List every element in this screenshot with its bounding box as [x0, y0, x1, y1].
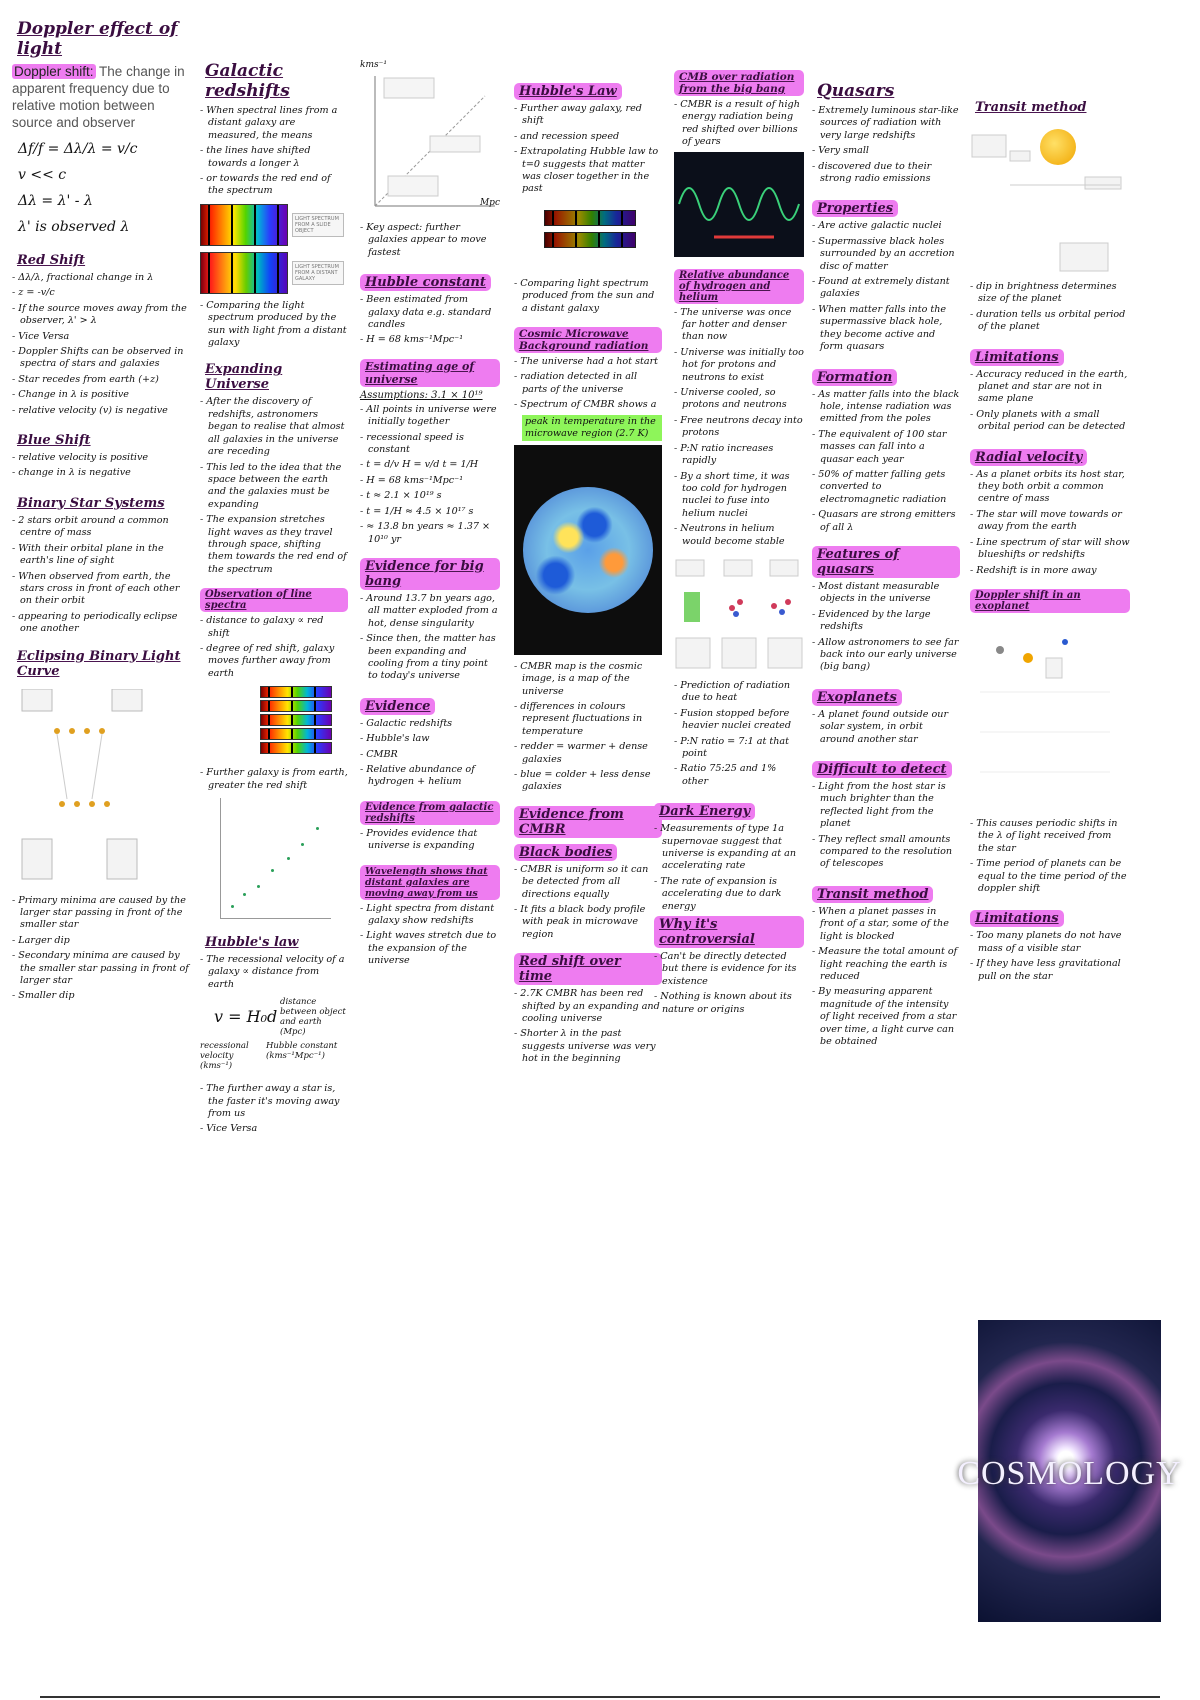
cmb-point: - radiation detected in all parts of the universe [522, 371, 662, 396]
wavelength-point: - Light waves stretch due to the expansion of the universe [368, 930, 500, 967]
page-bottom-rule [40, 1696, 1160, 1698]
formation-point: - As matter falls into the black hole, intense radiation was emitted from the poles [820, 389, 960, 426]
transit-section [812, 883, 960, 1048]
red-shift-point: - Δλ/λ, fractional change in λ [20, 272, 190, 284]
hubble-law-point: - The recessional velocity of a galaxy ∝ distance from earth [208, 954, 348, 991]
doppler-exoplanet-heading: Doppler shift in an exoplanet [970, 589, 1130, 613]
observed-lambda-note: λ' is observed λ [18, 219, 130, 235]
features-point: - Allow astronomers to see far back into our early universe (big bang) [820, 637, 960, 674]
exoplanets-point: - A planet found outside our solar system, in orbit around another star [820, 709, 960, 746]
age-point: - ≈ 13.8 bn years ≈ 1.37 × 10¹⁰ yr [368, 521, 500, 546]
quasars-point: - Extremely luminous star-like sources of radiation with very large redshifts [820, 105, 960, 142]
line-spectra-figure [200, 686, 348, 761]
difficult-section [812, 758, 960, 871]
absorption-spectrum-1 [544, 210, 636, 226]
properties-section [812, 197, 960, 353]
limitations-section [970, 346, 1130, 434]
formation-point: - The equivalent of 100 star masses can fall into a quasar each year [820, 429, 960, 466]
age-point: - t = d/v H = v/d t = 1/H [368, 459, 500, 471]
limitations-2-point: - Too many planets do not have mass of a visible star [978, 930, 1130, 955]
transit-top-heading: Transit method [975, 100, 1087, 115]
age-point: - All points in universe were initially together [368, 404, 500, 429]
cmb-map-point: - differences in colours represent fluctuations in temperature [522, 701, 662, 738]
controversy-heading: Why it's controversial [654, 916, 804, 948]
expanding-point: - This led to the idea that the space between the earth and the galaxies must be expanding [208, 462, 348, 512]
abundance-point: - Ratio 75:25 and 1% other [682, 763, 804, 788]
hubble-law-note: - The further away a star is, the faster it's moving away from us [208, 1083, 348, 1120]
galactic-point: - or towards the red end of the spectrum [208, 173, 348, 198]
hubble-law-note: - Vice Versa [208, 1123, 348, 1135]
evidence-list-heading: Evidence [360, 698, 435, 715]
cmb-point: - Spectrum of CMBR shows a [522, 399, 662, 411]
features-heading: Features of quasars [812, 546, 960, 578]
line-spectrum-5 [260, 742, 332, 754]
velocity-distance-graph [360, 60, 500, 259]
spectrum-figure [200, 204, 348, 246]
absorption-spectra-figure [514, 202, 662, 272]
column-2 [200, 60, 348, 1148]
redshift-time-section [514, 953, 662, 1065]
difficult-point: - They reflect small amounts compared to the resolution of telescopes [820, 834, 960, 871]
abundance-point: - By a short time, it was too cold for hydrogen nuclei to fuse into helium nuclei [682, 471, 804, 521]
column-5 [659, 70, 804, 1028]
cosmology-title: COSMOLOGY [957, 1454, 1182, 1492]
expanding-point: - The expansion stretches light waves as they travel through space, shifting them towards the red end of the spectrum [208, 514, 348, 576]
features-section [812, 546, 960, 674]
transit-top-point: - dip in brightness determines size of the planet [978, 281, 1130, 306]
hubbles-law-comparison: - Comparing light spectrum produced from the sun and a distant galaxy [522, 278, 662, 315]
limitations-heading: Limitations [970, 349, 1064, 366]
galaxy-spectrum-figure [200, 252, 348, 294]
red-shift-point: - Star recedes from earth (+z) [20, 374, 190, 386]
red-shift-point: - relative velocity (v) is negative [20, 405, 190, 417]
cmb-map-image [514, 445, 662, 655]
controversy-point: - Can't be directly detected but there is evidence for its existence [662, 951, 804, 988]
limitations-2-point: - If they have less gravitational pull on the star [978, 958, 1130, 983]
quasars-point: - Very small [820, 145, 960, 157]
dark-energy-section [654, 800, 804, 1016]
line-spectrum-1 [260, 686, 332, 698]
radial-velocity-figure [970, 622, 1120, 812]
galactic-evidence-heading: Evidence from galactic redshifts [360, 801, 500, 825]
age-heading: Estimating age of universe [360, 359, 500, 387]
quasars-heading: Quasars [817, 81, 895, 101]
scatter-point [271, 869, 274, 872]
absorption-spectrum-2 [544, 232, 636, 248]
transit-heading: Transit method [812, 886, 933, 903]
cmbr-evidence-heading: Evidence from CMBR [514, 806, 662, 838]
scatter-point [287, 857, 290, 860]
cmb-section [514, 327, 662, 794]
exoplanets-section [812, 686, 960, 746]
abundance-point: - P:N ratio increases rapidly [682, 443, 804, 468]
cmbr-evidence-section [514, 806, 662, 941]
distance-scatter [220, 798, 331, 919]
red-shift-point: - Doppler Shifts can be observed in spectra of stars and galaxies [20, 346, 190, 371]
hubbles-law-point: - Further away galaxy, red shift [522, 103, 662, 128]
expanding-heading: Expanding Universe [205, 362, 283, 393]
blue-shift-point: - change in λ is negative [20, 467, 190, 479]
transit-top-point: - duration tells us orbital period of the planet [978, 309, 1130, 334]
galactic-evidence-point: - Provides evidence that universe is expanding [368, 828, 500, 853]
transit-point: - By measuring apparent magnitude of the intensity of light received from a star over time, a light curve can be obtained [820, 986, 960, 1048]
column-6 [812, 80, 960, 1060]
properties-heading: Properties [812, 200, 898, 217]
cmb-ray-point: - CMBR is a result of high energy radiation being red shifted over billions of years [682, 99, 804, 149]
transit-figure [970, 125, 1130, 275]
eclipsing-point: - Larger dip [20, 935, 190, 947]
radial-section [970, 446, 1130, 577]
column-4 [514, 80, 662, 1078]
doppler-exoplanet-section [970, 589, 1130, 895]
transit-point: - When a planet passes in front of a star, some of the light is blocked [820, 906, 960, 943]
wavelength-heading: Wavelength shows that distant galaxies are moving away from us [360, 865, 500, 900]
observation-section [200, 588, 348, 919]
wavelength-point: - Light spectra from distant galaxy show redshifts [368, 903, 500, 928]
line-spectrum-3 [260, 714, 332, 726]
eclipsing-heading: Eclipsing Binary Light Curve [17, 648, 181, 679]
abundance-point: - The universe was once far hotter and denser than now [682, 307, 804, 344]
nuclei-figure [674, 554, 804, 674]
limitations-2-heading: Limitations [970, 910, 1064, 927]
sun-spectrum [200, 204, 288, 246]
galactic-point: - When spectral lines from a distant galaxy are measured, the means [208, 105, 348, 142]
hubble-constant-heading: Hubble constant [360, 274, 491, 291]
wave-figure [674, 152, 804, 257]
features-point: - Most distant measurable objects in the universe [820, 581, 960, 606]
formation-section [812, 366, 960, 534]
redshift-time-point: - 2.7K CMBR has been red shifted by an expanding and cooling universe [522, 988, 662, 1025]
observation-point: - degree of red shift, galaxy moves further away from earth [208, 643, 348, 680]
column-1 [12, 18, 190, 1015]
hubbles-law-point: - and recession speed [522, 131, 662, 143]
velocity-distance-plot [360, 60, 500, 216]
galactic-heading: Galactic redshifts [205, 61, 290, 101]
doppler-term: Doppler shift: [14, 64, 94, 79]
cosmology-cover-image [957, 1320, 1182, 1622]
evidence-item: - Galactic redshifts [368, 718, 500, 730]
radial-point: - Line spectrum of star will show blueshifts or redshifts [978, 537, 1130, 562]
cmb-point: - The universe had a hot start [522, 356, 662, 368]
age-point: - t = 1/H ≈ 4.5 × 10¹⁷ s [368, 506, 500, 518]
redshift-time-heading: Red shift over time [514, 953, 662, 985]
eclipsing-section [12, 648, 190, 1003]
hubble-constant-point: - H = 68 kms⁻¹Mpc⁻¹ [368, 334, 500, 346]
evidence-item: - Hubble's law [368, 733, 500, 745]
scatter-point [257, 885, 260, 888]
line-spectrum-4 [260, 728, 332, 740]
hubbles-law-heading: Hubble's Law [514, 83, 622, 100]
eclipsing-point: - Primary minima are caused by the larger star passing in front of the smaller star [20, 895, 190, 932]
abundance-point: - Neutrons in helium would become stable [682, 523, 804, 548]
limitations-point: - Only planets with a small orbital period can be detected [978, 409, 1130, 434]
doppler-section [12, 18, 190, 237]
abundance-point: - Universe was initially too hot for protons and neutrons to exist [682, 347, 804, 384]
hubble-v-label: recessional velocity (kms⁻¹) [200, 1041, 249, 1072]
binary-heading: Binary Star Systems [17, 495, 165, 511]
dark-energy-point: - Measurements of type 1a supernovae suggest that universe is expanding at an accelerating rate [662, 823, 804, 873]
doppler-definition-text: The change in apparent frequency due to relative motion between source and observer [12, 64, 185, 130]
evidence-item: - CMBR [368, 749, 500, 761]
hubbles-law-section [514, 80, 662, 315]
properties-point: - Found at extremely distant galaxies [820, 276, 960, 301]
transit-top-section [970, 96, 1130, 334]
hubble-equation-figure [200, 997, 348, 1077]
binary-point: - With their orbital plane in the earth's line of sight [20, 543, 190, 568]
difficult-point: - Light from the host star is much brighter than the reflected light from the planet [820, 781, 960, 831]
observation-note: - Further galaxy is from earth, greater the red shift [208, 767, 348, 792]
graph-note: - Key aspect: further galaxies appear to move fastest [368, 222, 500, 259]
evidence-item: - Relative abundance of hydrogen + helium [368, 764, 500, 789]
formation-heading: Formation [812, 369, 897, 386]
red-shift-heading: Red Shift [17, 253, 86, 268]
cmbr-evidence-point: - It fits a black body profile with peak in microwave region [522, 904, 662, 941]
binary-point: - When observed from earth, the stars cross in front of each other on their orbit [20, 571, 190, 608]
wavelength-section [360, 865, 500, 968]
abundance-point: - P:N ratio = 7:1 at that point [682, 736, 804, 761]
eclipsing-diagram-figure [12, 689, 162, 889]
doppler-exoplanet-point: - Time period of planets can be equal to the time period of the doppler shift [978, 858, 1130, 895]
galaxy-spectrum-caption: LIGHT SPECTRUM FROM A DISTANT GALAXY [292, 261, 344, 285]
column-7 [970, 96, 1130, 995]
cmbr-evidence-point: - CMBR is uniform so it can be detected from all directions equally [522, 864, 662, 901]
radial-point: - As a planet orbits its host star, they both orbit a common centre of mass [978, 469, 1130, 506]
sun-spectrum-caption: LIGHT SPECTRUM FROM A SLIDE OBJECT [292, 213, 344, 237]
doppler-exoplanet-point: - This causes periodic shifts in the λ of light received from the star [978, 818, 1130, 855]
big-bang-point: - Around 13.7 bn years ago, all matter exploded from a hot, dense singularity [368, 593, 500, 630]
graph-x-label: Mpc [479, 198, 500, 208]
cmb-heading: Cosmic Microwave Background radiation [514, 327, 662, 353]
binary-point: - appearing to periodically eclipse one another [20, 611, 190, 636]
dark-energy-point: - The rate of expansion is accelerating due to dark energy [662, 876, 804, 913]
abundance-heading: Relative abundance of hydrogen and helium [674, 269, 804, 304]
transit-diagram [970, 125, 1130, 275]
quasars-point: - discovered due to their strong radio emissions [820, 161, 960, 186]
age-point: - H = 68 kms⁻¹Mpc⁻¹ [368, 475, 500, 487]
galactic-redshift-section [200, 60, 348, 349]
doppler-heading: Doppler effect of light [17, 19, 178, 59]
red-shift-point: - If the source moves away from the observer, λ' > λ [20, 303, 190, 328]
red-shift-section [12, 249, 190, 417]
exoplanets-heading: Exoplanets [812, 689, 902, 706]
difficult-heading: Difficult to detect [812, 761, 952, 778]
abundance-point: - Universe cooled, so protons and neutrons [682, 387, 804, 412]
radial-velocity-diagram [970, 622, 1130, 812]
abundance-point: - Free neutrons decay into protons [682, 415, 804, 440]
controversy-point: - Nothing is known about its nature or origins [662, 991, 804, 1016]
red-shift-point: - z = -v/c [20, 287, 190, 299]
doppler-formula: Δf/f = Δλ/λ = v/c [18, 141, 138, 157]
eclipsing-point: - Secondary minima are caused by the smaller star passing in front of larger star [20, 950, 190, 987]
observation-point: - distance to galaxy ∝ red shift [208, 615, 348, 640]
doppler-condition: v << c [18, 167, 67, 183]
blue-shift-heading: Blue Shift [17, 433, 91, 449]
column-3 [360, 60, 500, 980]
red-shift-point: - Vice Versa [20, 331, 190, 343]
black-bodies-heading: Black bodies [514, 844, 617, 861]
dark-energy-heading: Dark Energy [654, 803, 755, 820]
quasars-section [812, 80, 960, 185]
age-point: - recessional speed is constant [368, 432, 500, 457]
hubble-law-heading: Hubble's law [205, 935, 299, 950]
abundance-point: - Prediction of radiation due to heat [682, 680, 804, 705]
limitations-point: - Accuracy reduced in the earth, planet and star are not in same plane [978, 369, 1130, 406]
hubble-constant-point: - Been estimated from galaxy data e.g. standard candles [368, 294, 500, 331]
age-section [360, 359, 500, 546]
galactic-evidence-section [360, 801, 500, 853]
big-bang-evidence-heading: Evidence for big bang [360, 558, 500, 590]
wave-image [674, 152, 804, 257]
hubble-h-label: Hubble constant (kms⁻¹Mpc⁻¹) [266, 1041, 338, 1062]
cmb-oval [523, 487, 653, 613]
expanding-point: - After the discovery of redshifts, astronomers began to realise that almost all galaxies in the universe are receding [208, 396, 348, 458]
age-point: - t ≈ 2.1 × 10¹⁹ s [368, 490, 500, 502]
line-spectrum-2 [260, 700, 332, 712]
transit-point: - Measure the total amount of light reaching the earth is reduced [820, 946, 960, 983]
cmb-map-point: - CMBR map is the cosmic image, is a map of the universe [522, 661, 662, 698]
formation-point: - 50% of matter falling gets converted to electromagnetic radiation [820, 469, 960, 506]
eclipsing-diagram [12, 689, 190, 889]
cmb-ray-section [674, 70, 804, 257]
hubble-law-section [200, 931, 348, 1136]
red-shift-point: - Change in λ is positive [20, 389, 190, 401]
formation-point: - Quasars are strong emitters of all λ [820, 509, 960, 534]
galaxy-spectrum [200, 252, 288, 294]
abundance-point: - Fusion stopped before heavier nuclei created [682, 708, 804, 733]
redshift-time-point: - Shorter λ in the past suggests universe was very hot in the beginning [522, 1028, 662, 1065]
age-assumptions: Assumptions: 3.1 × 10¹⁹ [360, 389, 483, 401]
limitations-2-section [970, 907, 1130, 983]
cmb-ray-heading: CMB over radiation from the big bang [674, 70, 804, 96]
radial-point: - Redshift is in more away [978, 565, 1130, 577]
radial-heading: Radial velocity [970, 449, 1087, 466]
galactic-point: - the lines have shifted towards a longer λ [208, 145, 348, 170]
graph-y-label: kms⁻¹ [360, 60, 387, 70]
hubble-d-label: distance between object and earth (Mpc) [280, 997, 346, 1038]
properties-point: - Are active galactic nuclei [820, 220, 960, 232]
delta-lambda-formula: Δλ = λ' - λ [18, 193, 93, 209]
doppler-definition [12, 63, 190, 131]
features-point: - Evidenced by the large redshifts [820, 609, 960, 634]
radial-point: - The star will move towards or away from the earth [978, 509, 1130, 534]
scatter-point [301, 843, 304, 846]
galactic-comparison: - Comparing the light spectrum produced by the sun with light from a distant galaxy [208, 300, 348, 350]
scatter-point [316, 827, 319, 830]
binary-point: - 2 stars orbit around a common centre of mass [20, 515, 190, 540]
hubble-constant-section [360, 271, 500, 347]
binary-section [12, 492, 190, 636]
expanding-section [200, 361, 348, 576]
scatter-point [243, 893, 246, 896]
observation-heading: Observation of line spectra [200, 588, 348, 612]
hubbles-law-point: - Extrapolating Hubble law to t=0 suggests that matter was closer together in the past [522, 146, 662, 196]
evidence-list-section [360, 695, 500, 789]
abundance-section [674, 269, 804, 789]
properties-point: - Supermassive black holes surrounded by an accretion disc of matter [820, 236, 960, 273]
big-bang-evidence-section [360, 558, 500, 683]
properties-point: - When matter falls into the supermassive black hole, they become active and form quasars [820, 304, 960, 354]
big-bang-point: - Since then, the matter has been expanding and cooling from a tiny point to today's universe [368, 633, 500, 683]
cmb-map-point: - redder = warmer + dense galaxies [522, 741, 662, 766]
blue-shift-section [12, 429, 190, 480]
cmb-peak-highlight: peak in temperature in the microwave region (2.7 K) [522, 415, 662, 441]
cmb-map-point: - blue = colder + less dense galaxies [522, 769, 662, 794]
eclipsing-point: - Smaller dip [20, 990, 190, 1002]
hubble-equation: v = H₀d [214, 1007, 278, 1027]
blue-shift-point: - relative velocity is positive [20, 452, 190, 464]
scatter-point [231, 905, 234, 908]
velocity-distance-figure [360, 66, 500, 216]
nuclei-diagram [674, 554, 804, 674]
